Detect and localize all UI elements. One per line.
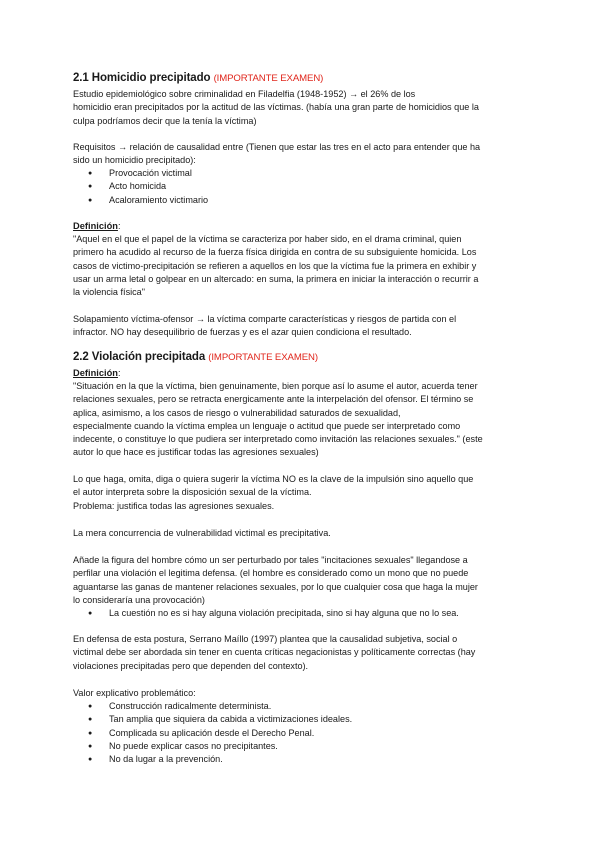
paragraph-requisitos bbox=[73, 141, 533, 168]
text-line: "Aquel en el que el papel de la víctima se caracteriza por haber sido, en el drama criminal, quien bbox=[73, 234, 462, 244]
text-line: especialmente cuando la víctima emplea un lenguaje o actitud que puede ser interpretado como bbox=[73, 420, 461, 431]
paragraph-intro bbox=[73, 88, 533, 128]
definition-colon: : bbox=[117, 368, 121, 378]
list-item: ● Tan amplia que siquiera da cabida a victimizaciones ideales. bbox=[73, 713, 352, 726]
text-line: Valor explicativo problemático: bbox=[73, 688, 196, 698]
text-line: violaciones precipitadas pero que dependen del contexto). bbox=[73, 660, 309, 671]
text-line: perfilar una violación el legitima defensa. (el hombre es considerado como un mono que no puede bbox=[73, 568, 469, 579]
text-line: relaciones sexuales, pero se retracta energicamente ante la interpelación del ofensor. El término se bbox=[73, 394, 474, 405]
text-line: autor lo que hace es justificar todas las agresiones sexuales) bbox=[73, 447, 319, 458]
definition-label bbox=[73, 367, 533, 380]
text-line: primero ha acudido al recurso de la fuerza física dirigida en contra de su subsiguiente homicida. Los bbox=[73, 247, 477, 258]
list-item: ● Construcción radicalmente determinista. bbox=[73, 700, 352, 713]
important-tag: (IMPORTANTE EXAMEN) bbox=[213, 73, 324, 84]
text-line: infractor. NO hay desequilibrio de fuerzas y es el azar quien condiciona el resultado. bbox=[73, 327, 412, 338]
text-line: usar un arma letal o golpear en un altercado: en suma, la primera en iniciar la interacción o recurrir a bbox=[73, 273, 479, 284]
text-line: aplica, asimismo, a los casos de riesgo o vulnerabilidad saturados de sexualidad, bbox=[73, 407, 401, 418]
heading-text: 2.1 Homicidio precipitado bbox=[73, 72, 211, 84]
text-line: Problema: justifica todas las agresiones sexuales. bbox=[73, 500, 275, 511]
text-line: lo consideraría una provocación) bbox=[73, 594, 205, 605]
text-line: homicidio eran precipitados por la actitud de las víctimas. (había una gran parte de homicidios que la bbox=[73, 102, 479, 113]
list-item: ● Complicada su aplicación desde el Derecho Penal. bbox=[73, 727, 352, 740]
list-item: ● Provocación victimal bbox=[73, 167, 208, 180]
paragraph-definicion-violacion bbox=[73, 380, 533, 460]
list-item: ● No puede explicar casos no precipitantes. bbox=[73, 740, 352, 753]
important-tag: (IMPORTANTE EXAMEN) bbox=[208, 352, 318, 363]
text-line: victimal debe ser abordada sin tener en cuenta críticas negacionistas y políticamente correctas (hay bbox=[73, 647, 476, 658]
paragraph-definicion-homicidio bbox=[73, 233, 533, 299]
text-line: La mera concurrencia de vulnerabilidad victimal es precipitativa. bbox=[73, 528, 331, 538]
text-line: la violencia física" bbox=[73, 287, 145, 298]
section-heading-homicidio bbox=[73, 72, 323, 84]
text-line: "Situación en la que la víctima, bien genuinamente, bien porque así lo asume el autor, acuerda tener bbox=[73, 381, 478, 391]
section-heading-violacion bbox=[73, 351, 318, 363]
text-line: casos de victimo-precipitación se refieren a aquellos en los que la víctima fue la primera en exhibir y bbox=[73, 260, 477, 271]
text-line: el autor interpreta sobre la disposición sexual de la víctima. bbox=[73, 487, 312, 498]
list-item: ● Acto homicida bbox=[73, 180, 208, 193]
list-item: ● La cuestión no es si hay alguna violación precipitada, sino si hay alguna que no lo sea. bbox=[73, 607, 459, 620]
text-line: aguantarse las ganas de mantener relaciones sexuales, por lo que cualquier cosa que haga la mujer bbox=[73, 581, 478, 592]
text-line: En defensa de esta postura, Serrano Maíllo (1997) plantea que la causalidad subjetiva, social o bbox=[73, 634, 458, 644]
text-line: sido un homicidio precipitado): bbox=[73, 155, 196, 166]
text-line: culpa podríamos decir que la tenía la víctima) bbox=[73, 115, 257, 126]
paragraph-solapamiento bbox=[73, 313, 533, 340]
paragraph-defensa bbox=[73, 633, 533, 673]
paragraph-mera-concurrencia bbox=[73, 527, 533, 540]
paragraph-anade bbox=[73, 554, 533, 607]
definition-label-text: Definición bbox=[73, 221, 118, 231]
bullet-list-requisitos bbox=[73, 167, 208, 207]
list-item: ● Acaloramiento victimario bbox=[73, 194, 208, 207]
definition-label bbox=[73, 220, 533, 233]
text-line: Requisitos → relación de causalidad entre (Tienen que estar las tres en el acto para entender que ha bbox=[73, 142, 481, 152]
bullet-list-cuestion bbox=[73, 607, 459, 620]
text-line: Lo que haga, omita, diga o quiera sugerir la víctima NO es la clave de la impulsión sino aquello que bbox=[73, 474, 474, 484]
text-line: Estudio epidemiológico sobre criminalidad en Filadelfia (1948-1952) → el 26% de los bbox=[73, 89, 416, 99]
paragraph-valor bbox=[73, 687, 533, 700]
text-line: indecente, o constituye lo que pudiera ser interpretado como invitación las relaciones sexuales." (este bbox=[73, 434, 483, 445]
list-item: ● No da lugar a la prevención. bbox=[73, 753, 352, 766]
definition-colon: : bbox=[117, 221, 121, 231]
definition-label-text: Definición bbox=[73, 368, 118, 378]
text-line: Solapamiento víctima-ofensor → la víctima comparte características y riesgos de partida con el bbox=[73, 314, 457, 324]
paragraph-lo-que-haga bbox=[73, 473, 533, 513]
bullet-list-valor bbox=[73, 700, 352, 766]
text-line: Añade la figura del hombre cómo un ser perturbado por tales "incitaciones sexuales" llegandose a bbox=[73, 555, 468, 565]
heading-text: 2.2 Violación precipitada bbox=[73, 351, 206, 363]
